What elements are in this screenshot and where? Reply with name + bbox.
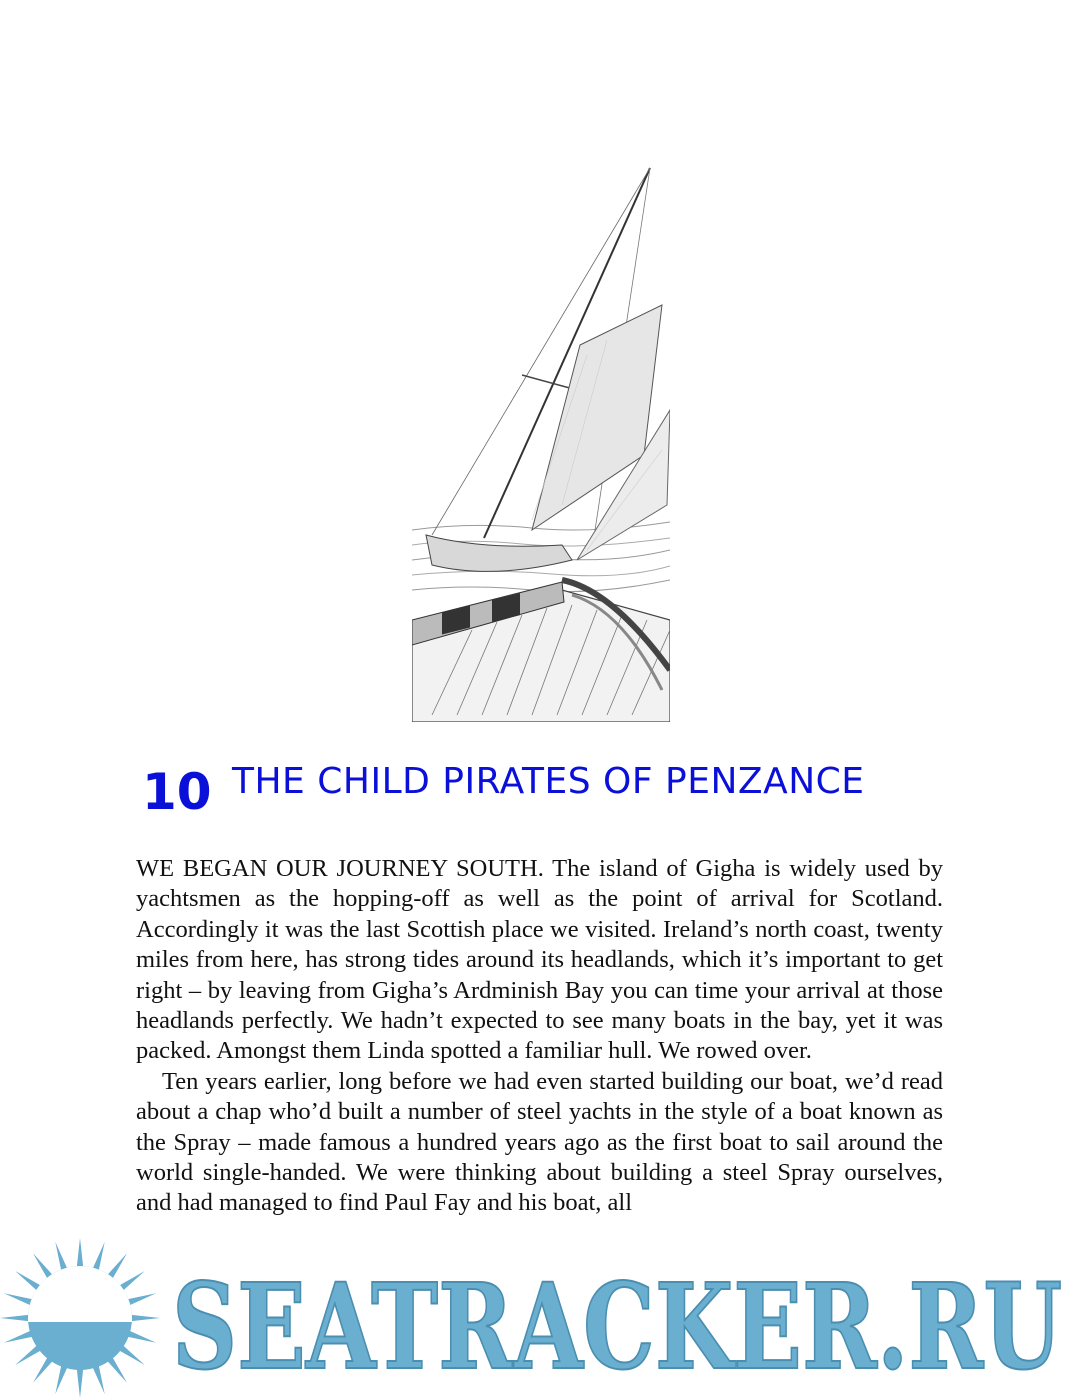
sailboat-illustration [412,150,670,722]
paragraph-2: Ten years earlier, long before we had even started building our boat, we’d read about a chap who’d built a number of steel yachts in the style of a boat known as the Spray – made famous a hundred years ago as the first boat to sail around the world single-handed. We were thinking about building a steel Spray ourselves, and had managed to find Paul Fay and his boat, all [136,1067,943,1217]
chapter-heading [142,760,942,820]
watermark [0,1236,1080,1397]
body-text [136,854,943,1219]
chapter-number: 10 [142,763,212,821]
watermark-text: SEATRACKER.RU [172,1257,1062,1396]
sun-logo-icon [0,1238,160,1397]
chapter-title: THE CHILD PIRATES OF PENZANCE [232,761,865,802]
paragraph-1: WE BEGAN OUR JOURNEY SOUTH. The island of Gigha is widely used by yachtsmen as the hopping-off as well as the point of arrival for Scotland. Accordingly it was the last Scottish place we visited. Ireland’s north coast, twenty miles from here, has strong tides around its headlands, which it’s important to get right – by leaving from Gigha’s Ardminish Bay you can time your arrival at those headlands perfectly. We hadn’t expected to see many boats in the bay, yet it was packed. Amongst them Linda spotted a familiar hull. We rowed over. [136,855,943,1065]
